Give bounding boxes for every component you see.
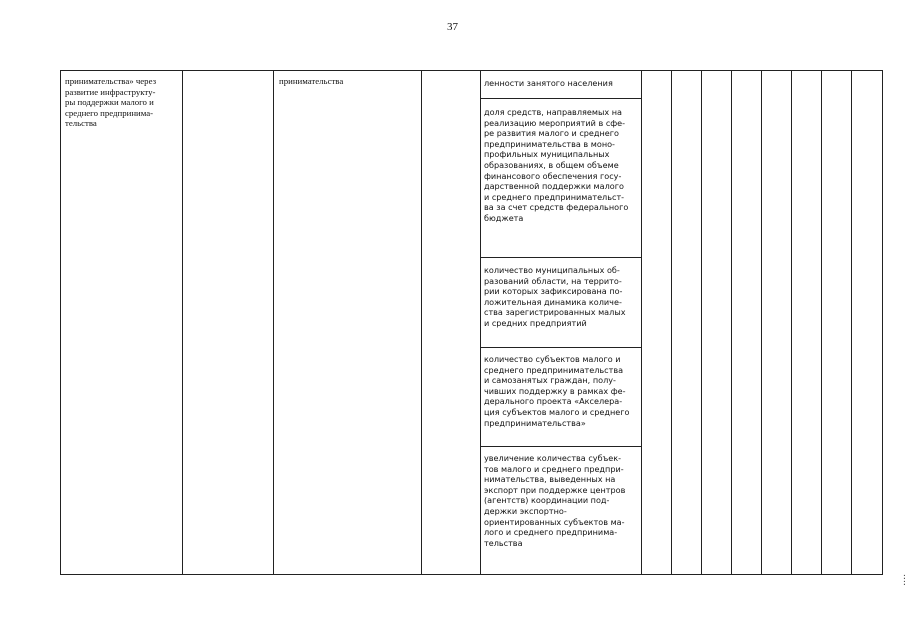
column-border [791, 70, 792, 575]
table-bottom-border [60, 574, 883, 575]
indicator-cell: доля средств, направляемых на реализацию мероприятий в сфе- ре развития малого и среднего предпринимательства в моно- профильных муниципальных образованиях, в общем объеме финансового обеспечения госу- дарственной поддержки малого и среднего предпринимательст- ва за счет средств федерального бюджета [484, 107, 629, 223]
indicator-separator [480, 98, 641, 99]
indicator-separator [480, 347, 641, 348]
indicator-cell: количество субъектов малого и среднего предпринимательства и самозанятых граждан, полу- чивших поддержку в рамках фе- дерального проекта «Акселера- ция субъектов малого и среднего предпринимательства» [484, 354, 630, 428]
column-border [882, 70, 883, 575]
indicator-cell: увеличение количества субъек- тов малого и среднего предпри- нимательства, выведенных на экспорт при поддержке центров (агентств) координации под- держки экспортно- ориентированных субъектов ма- лого и среднего предпринима- тельства [484, 453, 626, 548]
indicator-separator [480, 257, 641, 258]
document-table [60, 70, 883, 575]
column-border [480, 70, 481, 575]
table-cell-program: принимательства [279, 76, 344, 86]
column-border [851, 70, 852, 575]
column-border [182, 70, 183, 575]
indicator-cell: ленности занятого населения [484, 78, 613, 88]
indicator-cell: количество муниципальных об- разований области, на террито- рии которых зафиксирована по- ложительная динамика количе- ства зарегистрированных малых и средних предприятий [484, 265, 626, 328]
column-border [761, 70, 762, 575]
column-border [671, 70, 672, 575]
column-border [821, 70, 822, 575]
column-border [421, 70, 422, 575]
column-border [60, 70, 61, 575]
column-border [641, 70, 642, 575]
table-top-border [60, 70, 883, 71]
table-cell-goal: принимательства» через развитие инфраструкту- ры поддержки малого и среднего предпринима- тельства [65, 76, 157, 129]
edge-marks: : : [902, 572, 907, 587]
column-border [701, 70, 702, 575]
indicator-separator [480, 446, 641, 447]
column-border [273, 70, 274, 575]
page-number: 37 [447, 21, 458, 33]
column-border [731, 70, 732, 575]
